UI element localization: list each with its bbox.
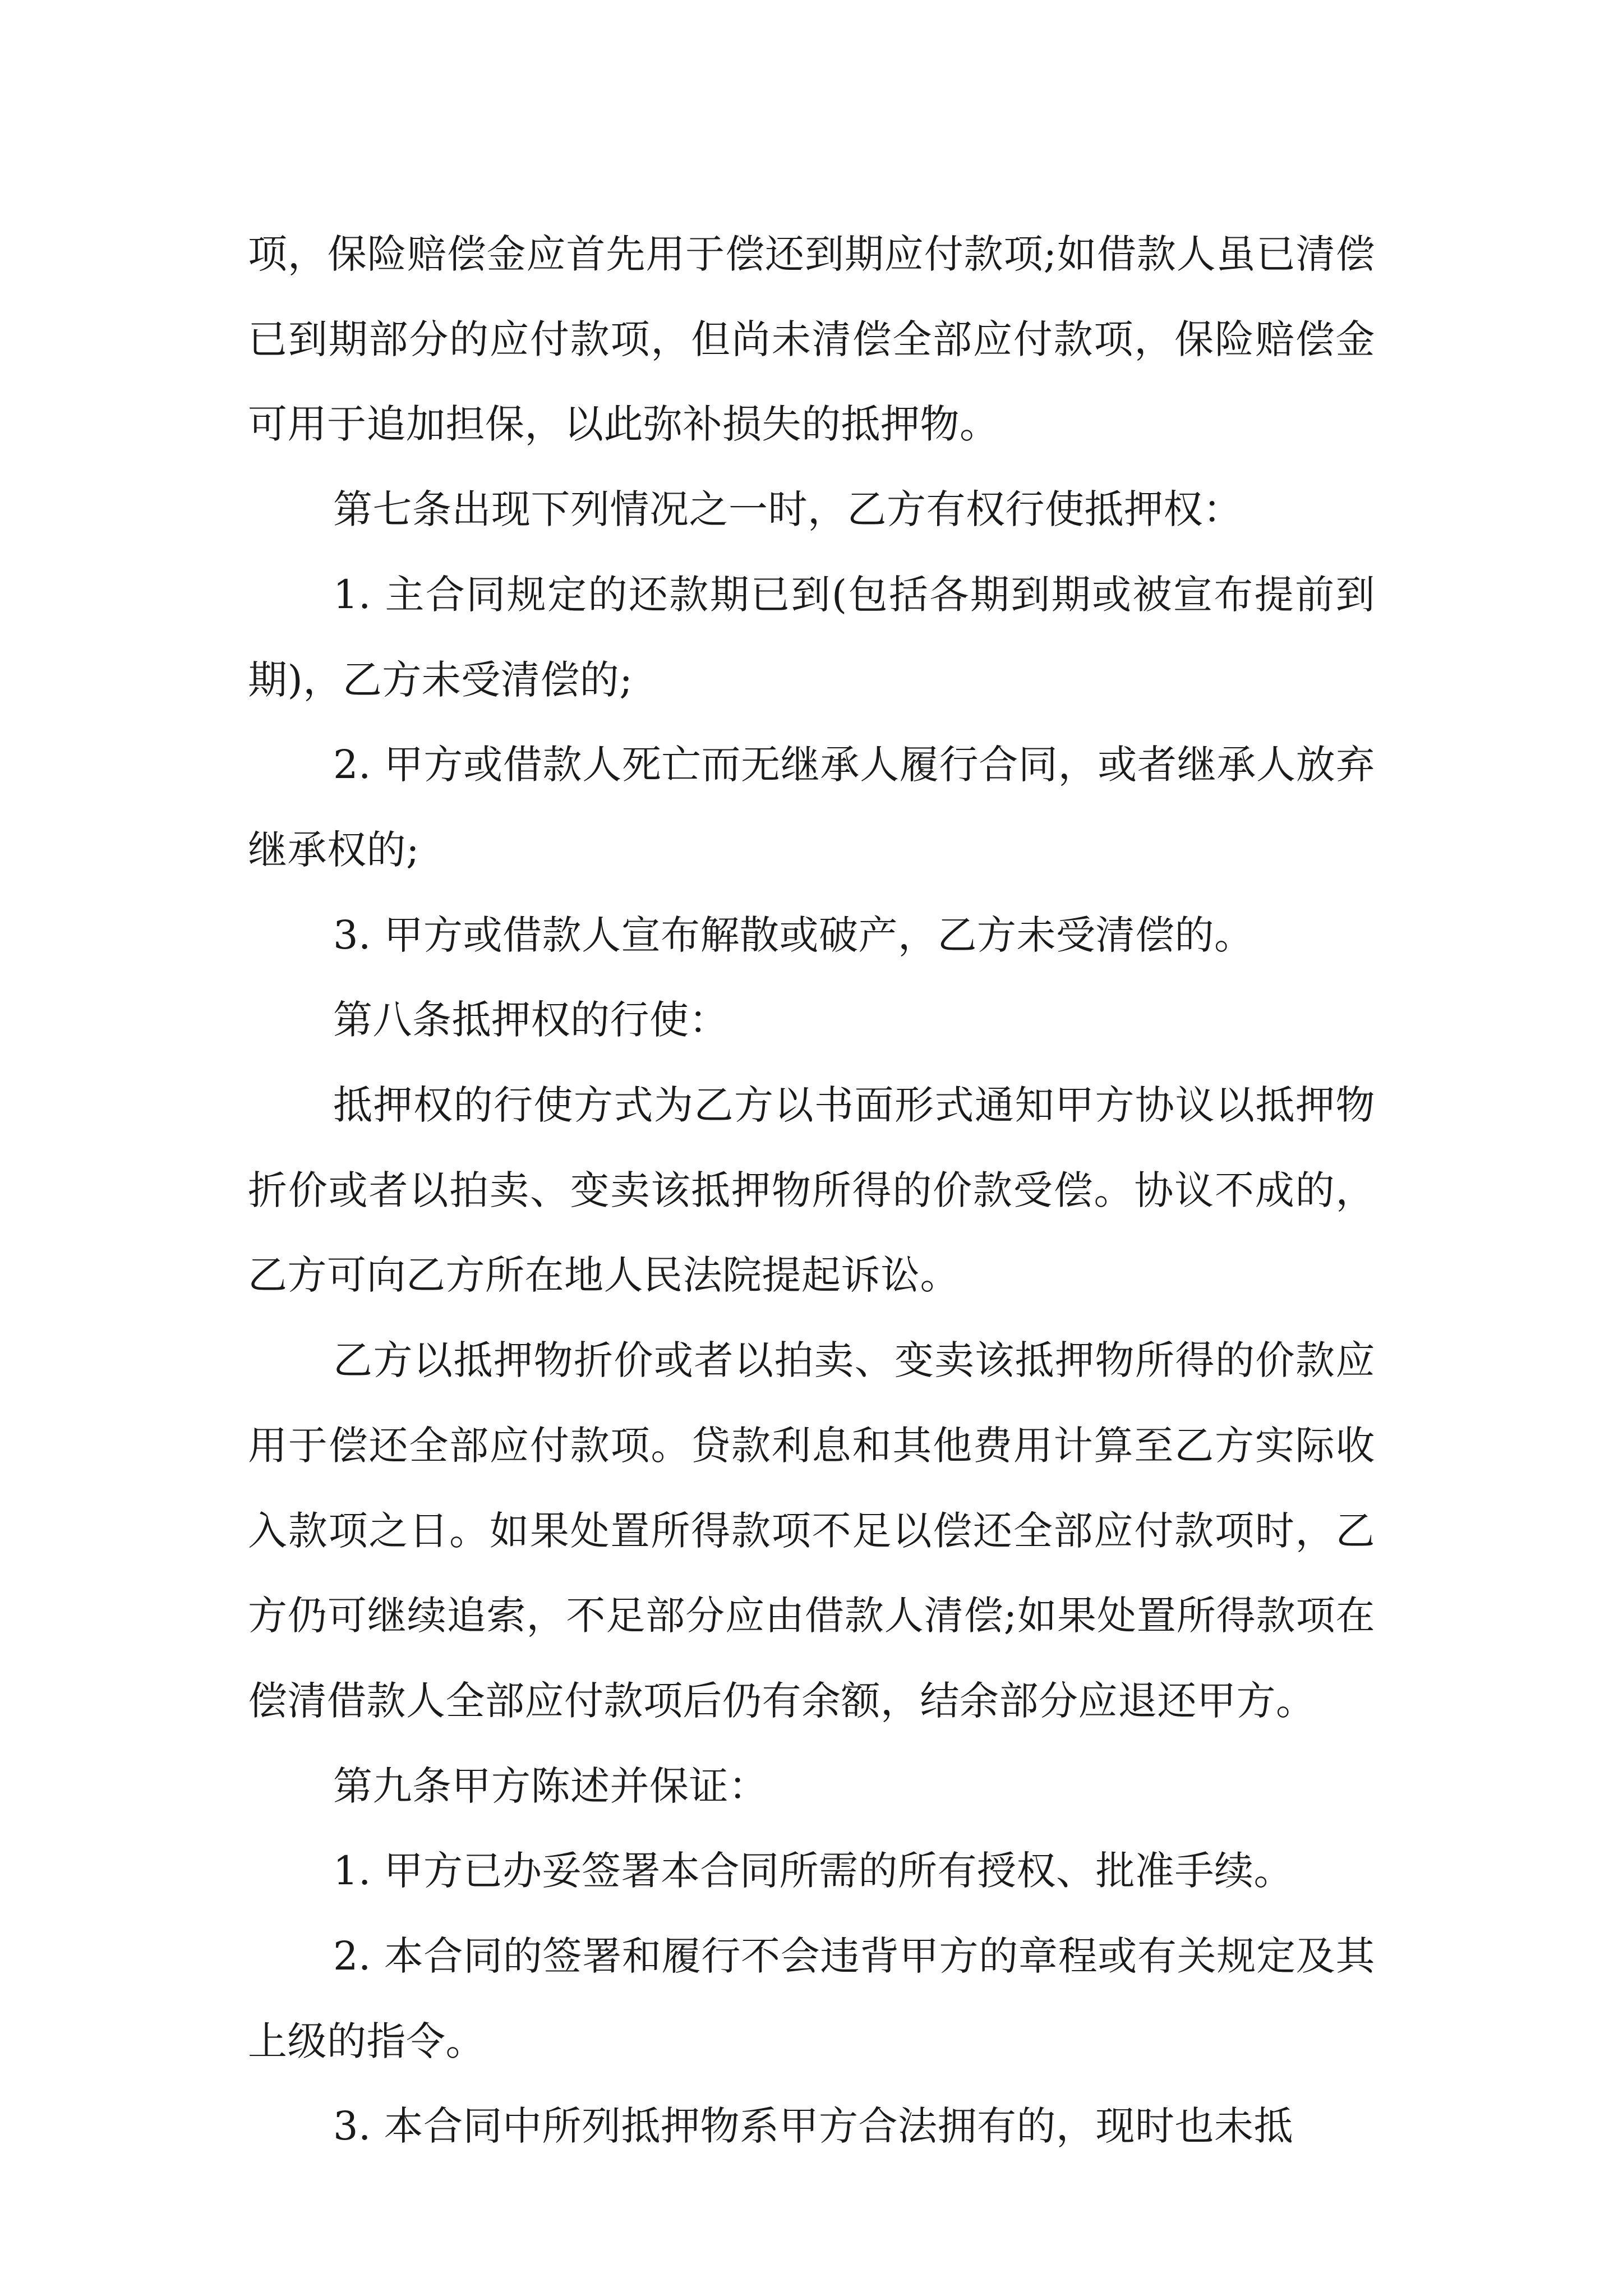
list-item: 1. 甲方已办妥签署本合同所需的所有授权、批准手续。 bbox=[333, 1848, 1294, 1894]
paragraph: 抵押权的行使方式为乙方以书面形式通知甲方协议以抵押物折价或者以拍卖、变卖该抵押物所得的价款受偿。协议不成的，乙方可向乙方所在地人民法院提起诉讼。 bbox=[248, 1082, 1375, 1299]
paragraph: 第七条出现下列情况之一时，乙方有权行使抵押权： bbox=[333, 486, 1243, 533]
list-item: 2. 本合同的签署和履行不会违背甲方的章程或有关规定及其上级的指令。 bbox=[248, 1933, 1375, 2064]
list-item: 1. 主合同规定的还款期已到(包括各期到期或被宣布提前到期)，乙方未受清偿的; bbox=[248, 571, 1375, 703]
paragraph: 乙方以抵押物折价或者以拍卖、变卖该抵押物所得的价款应用于偿还全部应付款项。贷款利息和其他费用计算至乙方实际收入款项之日。如果处置所得款项不足以偿还全部应付款项时，乙方仍可继续追索，不足部分应由借款人清偿;如果处置所得款项在偿清借款人全部应付款项后仍有余额，结余部分应退还甲方。 bbox=[248, 1337, 1375, 1724]
paragraph: 第九条甲方陈述并保证： bbox=[333, 1763, 768, 1809]
paragraph: 第八条抵押权的行使： bbox=[333, 997, 728, 1043]
list-item: 2. 甲方或借款人死亡而无继承人履行合同，或者继承人放弃继承权的; bbox=[248, 742, 1375, 873]
list-item: 3. 本合同中所列抵押物系甲方合法拥有的，现时也未抵 bbox=[333, 2103, 1294, 2150]
paragraph: 项，保险赔偿金应首先用于偿还到期应付款项;如借款人虽已清偿已到期部分的应付款项，但尚未清偿全部应付款项，保险赔偿金可用于追加担保，以此弥补损失的抵押物。 bbox=[248, 231, 1375, 448]
document-body bbox=[248, 212, 1375, 2169]
list-item: 3. 甲方或借款人宣布解散或破产，乙方未受清偿的。 bbox=[333, 912, 1254, 958]
